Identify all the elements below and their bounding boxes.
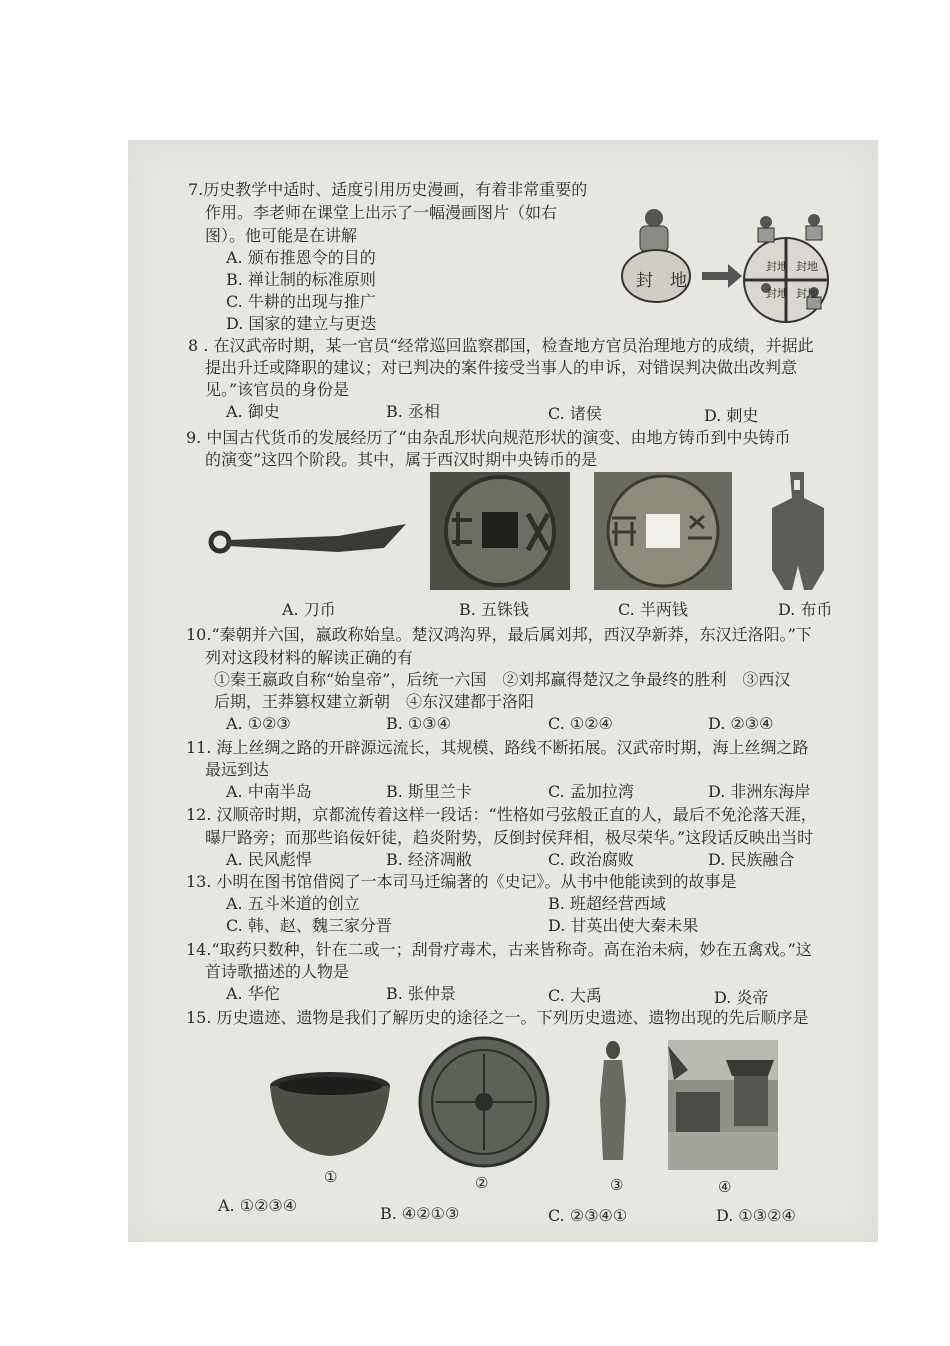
q12-option-c: C. 政治腐败 xyxy=(548,850,634,869)
q7-option-d: D. 国家的建立与更迭 xyxy=(226,314,377,333)
q14-option-d: D. 炎帝 xyxy=(714,988,769,1007)
q8-stem-line-2: 提出升迁或降职的建议；对已判决的案件接受当事人的申诉，对错误判决做出改判意 xyxy=(205,358,798,377)
q14-option-c: C. 大禹 xyxy=(548,986,602,1005)
terracotta-figure-image xyxy=(596,1040,630,1164)
q8-stem-line-1: 8 . 在汉武帝时期，某一官员“经常巡回监察郡国，检查地方官员治理地方的成绩，并据此 xyxy=(188,336,814,355)
q15-caption-2: ② xyxy=(475,1174,489,1192)
q11-stem-line-1: 11. 海上丝绸之路的开辟源远流长，其规模、路线不断拓展。汉武帝时期，海上丝绸之路 xyxy=(186,738,809,757)
q9-option-c: C. 半两钱 xyxy=(618,600,688,619)
q11-stem-line-2: 最远到达 xyxy=(205,760,270,779)
q12-stem-line-2: 曝尸路旁；而那些谄佞奸徒，趋炎附势，反倒封侯拜相，极尽荣华。”这段话反映出当时 xyxy=(205,828,814,847)
q8-option-d: D. 刺史 xyxy=(704,406,759,425)
q10-option-a: A. ①②③ xyxy=(226,714,291,733)
ancient-site-photo xyxy=(668,1040,778,1170)
q14-option-b: B. 张仲景 xyxy=(386,984,456,1003)
q7-option-b: B. 禅让制的标准原则 xyxy=(226,270,376,289)
cartoon-piece-label-1: 封地 xyxy=(766,260,788,273)
q10-option-b: B. ①③④ xyxy=(386,714,451,733)
q15-caption-4: ④ xyxy=(718,1178,732,1196)
q8-option-a: A. 御史 xyxy=(226,402,280,421)
q7-stem-line-3: 图）。他可能是在讲解 xyxy=(205,226,358,245)
q13-option-b: B. 班超经营西域 xyxy=(548,894,666,913)
q7-option-a: A. 颁布推恩令的目的 xyxy=(226,248,376,267)
q14-stem-line-1: 14.“取药只数种，针在二或一；刮骨疗毒术，古来皆称奇。高在治未病，妙在五禽戏。”这 xyxy=(186,940,812,959)
q8-option-c: C. 诸侯 xyxy=(548,404,602,423)
q15-option-b: B. ④②①③ xyxy=(380,1204,460,1223)
q9-stem-line-1: 9. 中国古代货币的发展经历了“由杂乱形状向规范形状的演变、由地方铸币到中央铸币 xyxy=(186,428,791,447)
q9-option-a: A. 刀币 xyxy=(282,600,336,619)
q15-caption-3: ③ xyxy=(610,1176,624,1194)
round-tile-image xyxy=(416,1036,552,1168)
cartoon-piece-label-3: 封地 xyxy=(766,287,788,300)
q10-stem-line-2: 列对这段材料的解读正确的有 xyxy=(205,648,414,667)
q10-stem-line-4: 后期，王莽篡权建立新朝 ④东汉建都于洛阳 xyxy=(214,692,535,711)
bronze-bowl-image xyxy=(266,1068,394,1160)
q12-option-d: D. 民族融合 xyxy=(708,850,795,869)
cartoon-piece-label-2: 封地 xyxy=(796,260,818,273)
q8-stem-line-3: 见。”该官员的身份是 xyxy=(205,380,350,399)
q14-option-a: A. 华佗 xyxy=(226,984,280,1003)
q8-option-b: B. 丞相 xyxy=(386,402,440,421)
q15-option-c: C. ②③④① xyxy=(548,1206,628,1225)
q15-stem-line-1: 15. 历史遗迹、遗物是我们了解历史的途径之一。下列历史遗迹、遗物出现的先后顺序是 xyxy=(186,1008,809,1027)
q10-option-d: D. ②③④ xyxy=(708,714,774,733)
q11-option-b: B. 斯里兰卡 xyxy=(386,782,472,801)
cartoon-fief-label: 封 地 xyxy=(636,271,687,291)
q13-option-d: D. 甘英出使大秦未果 xyxy=(548,916,699,935)
q10-option-c: C. ①②④ xyxy=(548,714,613,733)
q13-option-c: C. 韩、赵、魏三家分晋 xyxy=(226,916,392,935)
q11-option-d: D. 非洲东海岸 xyxy=(708,782,811,801)
q7-stem-line-2: 作用。李老师在课堂上出示了一幅漫画图片（如右 xyxy=(205,203,558,222)
q7-stem-line-1: 7.历史教学中适时、适度引用历史漫画，有着非常重要的 xyxy=(188,180,588,199)
q11-option-c: C. 孟加拉湾 xyxy=(548,782,634,801)
q12-stem-line-1: 12. 汉顺帝时期，京都流传着这样一段话：“性格如弓弦般正直的人，最后不免沦落天涯， xyxy=(186,805,817,824)
banliang-coin-image xyxy=(594,472,732,590)
q12-option-b: B. 经济凋敝 xyxy=(386,850,472,869)
q15-option-a: A. ①②③④ xyxy=(218,1196,298,1215)
q10-stem-line-1: 10.“秦朝并六国，嬴政称始皇。楚汉鸿沟界，最后属刘邦，西汉孕新莽，东汉迁洛阳。”下 xyxy=(186,625,812,644)
q11-option-a: A. 中南半岛 xyxy=(226,782,312,801)
q7-option-c: C. 牛耕的出现与推广 xyxy=(226,292,376,311)
knife-coin-image xyxy=(208,522,410,562)
q13-option-a: A. 五斗米道的创立 xyxy=(226,894,360,913)
q10-stem-line-3: ①秦王嬴政自称“始皇帝”，后统一六国 ②刘邦赢得楚汉之争最终的胜利 ③西汉 xyxy=(214,670,791,689)
wuzhu-coin-image xyxy=(430,472,570,590)
cartoon-piece-label-4: 封地 xyxy=(796,287,818,300)
q14-stem-line-2: 首诗歌描述的人物是 xyxy=(205,962,350,981)
spade-coin-image xyxy=(758,470,838,594)
q15-caption-1: ① xyxy=(324,1168,338,1186)
q15-option-d: D. ①③②④ xyxy=(716,1206,796,1225)
q9-option-b: B. 五铢钱 xyxy=(459,600,529,619)
q13-stem-line-1: 13. 小明在图书馆借阅了一本司马迁编著的《史记》。从书中他能读到的故事是 xyxy=(186,872,737,891)
q9-stem-line-2: 的演变”这四个阶段。其中，属于西汉时期中央铸币的是 xyxy=(205,450,598,469)
q9-option-d: D. 布币 xyxy=(778,600,833,619)
q12-option-a: A. 民风彪悍 xyxy=(226,850,312,869)
